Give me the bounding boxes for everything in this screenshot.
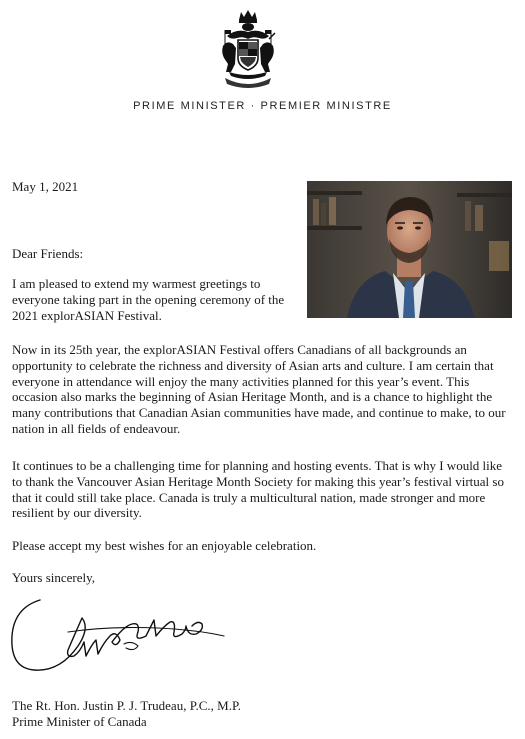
coat-of-arms-icon [219,6,277,88]
signer-name: The Rt. Hon. Justin P. J. Trudeau, P.C., M.P. [12,698,241,713]
signer-title: Prime Minister of Canada [12,714,147,729]
paragraph-festival: Now in its 25th year, the explorASIAN Festival offers Canadians of all backgrounds an opportunity to celebrate the richness and diversity of Asian arts and culture. I am certain that everyone in attendance will enjoy the many activities planned for this year’s event. This occasion also marks the beginning of Asian Heritage Month, and is a chance to highlight the many contributions that Canadian Asian communities have made, and continue to make, to our nation in all fields of endeavour. [12,342,506,436]
letter-date: May 1, 2021 [12,179,79,194]
closing: Yours sincerely, [12,570,96,585]
handwritten-signature [8,596,228,682]
salutation: Dear Friends: [12,246,84,261]
portrait-photo [307,181,512,318]
letterhead-title: PRIME MINISTER · PREMIER MINISTRE [133,100,392,112]
paragraph-wishes: Please accept my best wishes for an enjoyable celebration. [12,538,317,553]
signer-block [12,698,241,730]
paragraph-thanks: It continues to be a challenging time for planning and hosting events. That is why I would like to thank the Vancouver Asian Heritage Month Society for making this year’s festival virtual so that it could still take place. Canada is truly a multicultural nation, made stronger and more resilient by our diversity. [12,458,504,521]
paragraph-greeting: I am pleased to extend my warmest greetings to everyone taking part in the opening ceremony of the 2021 explorASIAN Festival. [12,276,285,323]
